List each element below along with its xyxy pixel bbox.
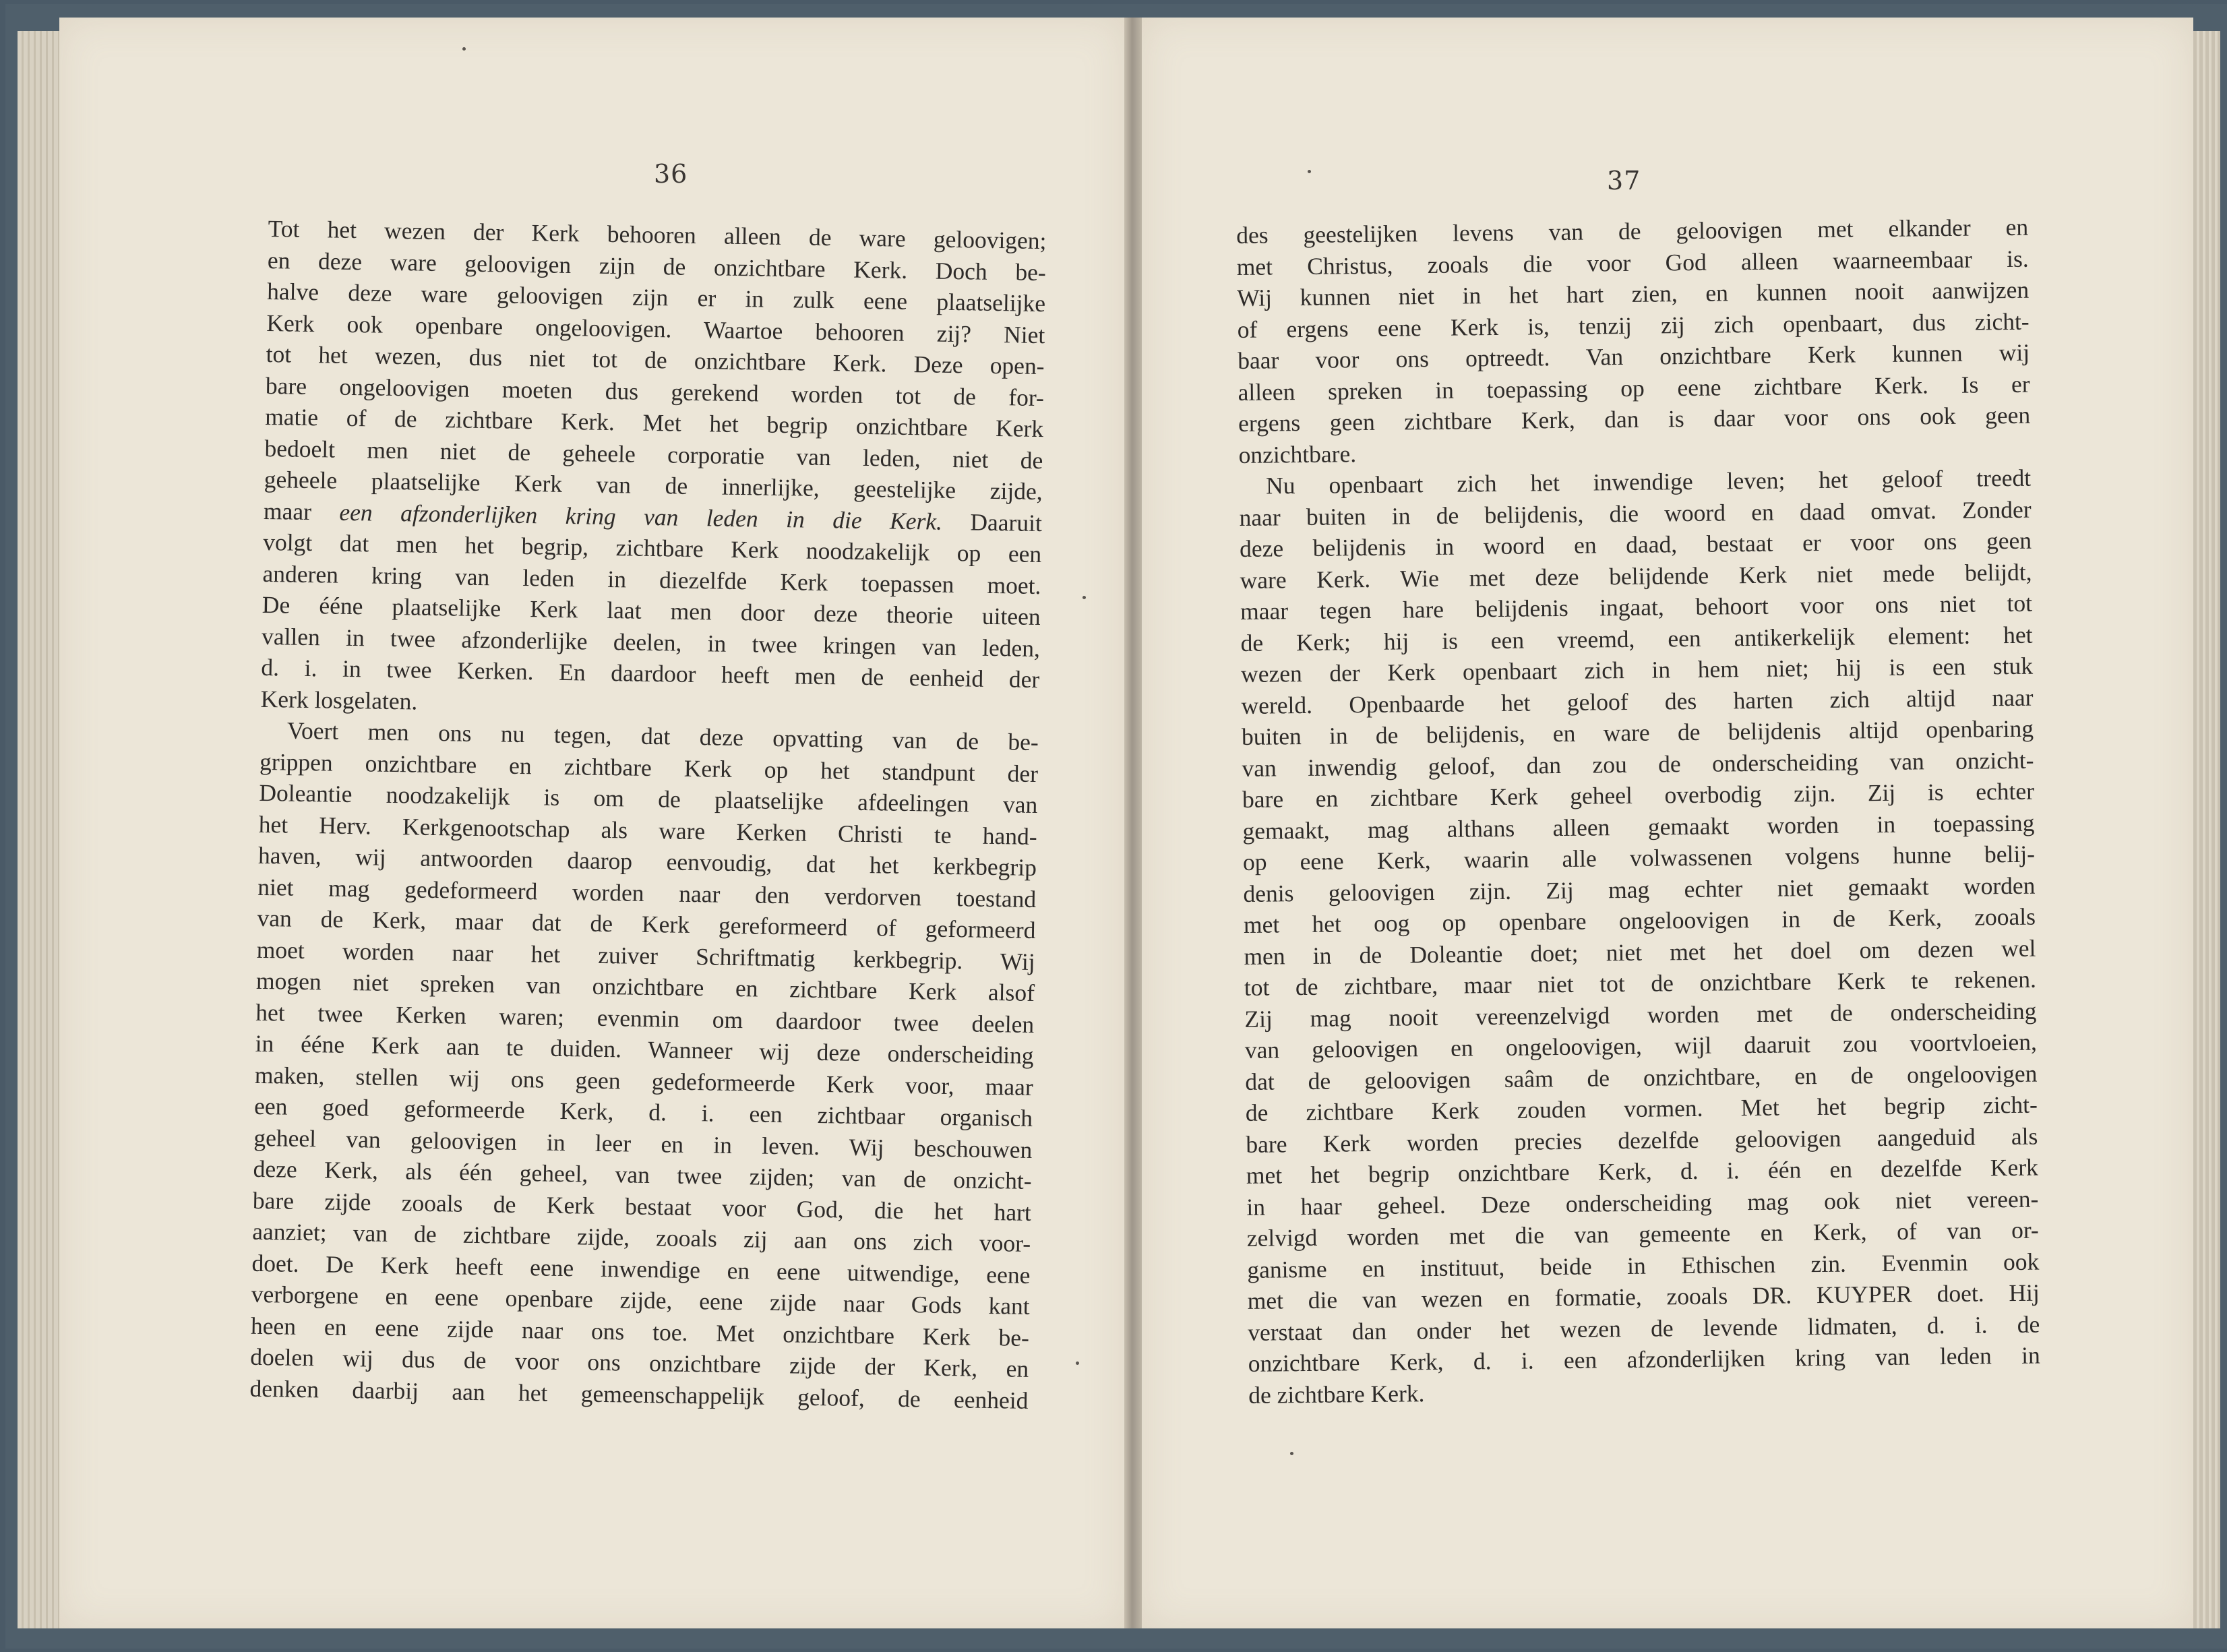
text-line: denis geloovigen zijn. Zij mag echter niet gemaakt worden xyxy=(1243,871,2036,907)
ink-speck xyxy=(462,47,466,51)
text-line: zelvigd worden met die van gemeente en Kerk, of van or- xyxy=(1246,1216,2039,1252)
ink-speck xyxy=(1308,170,1311,173)
text-line: baar voor ons optreedt. Van onzichtbare Kerk kunnen wij xyxy=(1237,338,2030,374)
text-line: of ergens eene Kerk is, tenzij zij zich openbaart, dus zicht- xyxy=(1237,307,2030,343)
text-line: onzichtbare. xyxy=(1238,439,1357,468)
text-line: met die van wezen en formatie, zooals DR. KUYPER doet. Hij xyxy=(1247,1279,2040,1314)
page-edges-right xyxy=(2193,31,2220,1628)
text-line: buiten in de belijdenis, en ware de belijdenis altijd openbaring xyxy=(1241,714,2034,750)
text-line: Doleantie noodzakelijk is om de plaatselijke afdeelingen van xyxy=(259,778,1038,819)
text-line: bare en zichtbare Kerk geheel overbodig zijn. Zij is echter xyxy=(1242,777,2035,813)
text-line: met Christus, zooals die voor God alleen waarneembaar is. xyxy=(1236,245,2029,280)
text-line: gemaakt, mag althans alleen gemaakt worden in toepassing xyxy=(1242,809,2035,845)
emphasized-phrase: een afzonderlijken kring van leden in die Kerk. xyxy=(339,498,943,535)
text-line: denken daarbij aan het gemeenschappelijk geloof, de eenheid xyxy=(249,1374,1029,1414)
book-gutter xyxy=(1124,18,1142,1628)
ink-speck xyxy=(1082,596,1086,599)
text-line: met het begrip onzichtbare Kerk, d. i. één en dezelfde Kerk xyxy=(1246,1153,2038,1189)
text-line: deze belijdenis in woord en daad, bestaat er voor ons geen xyxy=(1239,526,2032,562)
text-line: matie of de zichtbare Kerk. Met het begrip onzichtbare Kerk xyxy=(264,402,1044,443)
text-line: ergens geen zichtbare Kerk, dan is daar voor ons ook geen xyxy=(1238,401,2031,437)
ink-speck xyxy=(1290,1452,1293,1455)
text-line: maar tegen hare belijdenis ingaat, behoort voor ons niet tot xyxy=(1240,589,2033,625)
text-line: onzichtbare Kerk, d. i. een afzonderlijken kring van leden in xyxy=(1248,1341,2040,1377)
book-spread xyxy=(5,4,2227,1649)
page-number-right: 37 xyxy=(1607,166,1641,195)
text-line: Kerk ook openbare ongeloovigen. Waartoe behooren zij? Niet xyxy=(266,309,1045,348)
text-line: van inwendig geloof, dan zou de onderscheiding van onzicht- xyxy=(1242,746,2034,782)
text-line: men in de Doleantie doet; niet met het doel om dezen wel xyxy=(1244,934,2036,970)
text-line: Tot het wezen der Kerk behooren alleen de ware geloovigen; xyxy=(268,214,1047,255)
text-line: volgt dat men het begrip, zichtbare Kerk noodzakelijk op een xyxy=(263,528,1042,568)
text-line: maken, stellen wij ons geen gedeformeerde Kerk voor, maar xyxy=(254,1061,1034,1101)
text-line: mogen niet spreken van onzichtbare en zichtbare Kerk alsof xyxy=(255,967,1035,1006)
left-page xyxy=(59,18,1128,1628)
page-number-left: 36 xyxy=(654,159,688,189)
text-line: een goed geformeerde Kerk, d. i. een zichtbaar organisch xyxy=(253,1092,1033,1132)
text-line: bedoelt men niet de geheele corporatie van leden, niet de xyxy=(264,434,1043,474)
text-line: verstaat dan onder het wezen de levende lidmaten, d. i. de xyxy=(1248,1310,2040,1346)
text-line: Kerk losgelaten. xyxy=(260,685,418,715)
text-line: grippen onzichtbare en zichtbare Kerk op het standpunt der xyxy=(259,747,1039,787)
text-line: aanziet; van de zichtbare zijde, zooals zij aan ons zich voor- xyxy=(251,1217,1031,1257)
text-line: in ééne Kerk aan te duiden. Wanneer wij deze onderscheiding xyxy=(255,1029,1034,1069)
text-line: van de Kerk, maar dat de Kerk gereformeerd of geformeerd xyxy=(257,904,1036,944)
text-line: ganisme en instituut, beide in Ethischen zin. Evenmin ook xyxy=(1247,1248,2040,1283)
left-page-text xyxy=(249,213,1047,1416)
text-line: het twee Kerken waren; evenmin om daardoor twee deelen xyxy=(255,998,1035,1038)
text-line: het Herv. Kerkgenootschap als ware Kerken Christi te hand- xyxy=(258,810,1037,850)
text-line: tot het wezen, dus niet tot de onzichtbare Kerk. Deze open- xyxy=(266,340,1045,380)
page-edges-left xyxy=(18,31,59,1628)
text-line: halve deze ware geloovigen zijn er in zulk eene plaatselijke xyxy=(266,277,1046,317)
text-line: naar buiten in de belijdenis, die woord en daad omvat. Zonder xyxy=(1239,495,2032,531)
text-line: geheel van geloovigen in leer en in leven. Wij beschouwen xyxy=(253,1124,1033,1163)
text-line: d. i. in twee Kerken. En daardoor heeft men de eenheid der xyxy=(261,653,1040,694)
text-line: deze Kerk, als één geheel, van twee zijden; van de onzicht- xyxy=(253,1155,1032,1194)
text-line: de Kerk; hij is een vreemd, een antikerkelijk element: het xyxy=(1240,621,2033,656)
text-line: de zichtbare Kerk. xyxy=(1248,1379,1425,1409)
text-line-paragraph-start: Nu openbaart zich het inwendige leven; het geloof treedt xyxy=(1265,464,2032,499)
text-line: vallen in twee afzonderlijke deelen, in twee kringen van leden, xyxy=(261,622,1041,662)
text-line: niet mag gedeformeerd worden naar den verdorven toestand xyxy=(257,873,1037,913)
text-line: bare Kerk worden precies dezelfde geloovigen aangeduid als xyxy=(1246,1122,2038,1158)
text-line-paragraph-start: Voert men ons nu tegen, dat deze opvatting van de be- xyxy=(286,716,1039,756)
text-line: tot de zichtbare, maar niet tot de onzichtbare Kerk te rekenen. xyxy=(1244,965,2037,1001)
text-line: doelen wij dus de voor ons onzichtbare zijde der Kerk, en xyxy=(250,1343,1029,1382)
text-line: met het oog op openbare ongeloovigen in de Kerk, zooals xyxy=(1243,903,2036,938)
text-line: in haar geheel. Deze onderscheiding mag ook niet vereen- xyxy=(1246,1185,2039,1221)
right-page xyxy=(1142,18,2193,1628)
text-line: verborgene en eene openbare zijde, eene zijde naar Gods kant xyxy=(251,1280,1030,1320)
text-line: haven, wij antwoorden daarop eenvoudig, dat het kerkbegrip xyxy=(257,841,1037,882)
text-line: doet. De Kerk heeft eene inwendige en eene uitwendige, eene xyxy=(251,1249,1031,1289)
text-line: bare zijde zooals de Kerk bestaat voor God, die het hart xyxy=(252,1186,1032,1226)
text-line: des geestelijken levens van de geloovigen met elkander en xyxy=(1236,213,2029,249)
text-line: ware Kerk. Wie met deze belijdende Kerk niet mede belijdt, xyxy=(1240,558,2032,594)
text-line: alleen spreken in toepassing op eene zichtbare Kerk. Is er xyxy=(1238,370,2030,406)
text-line: van geloovigen en ongeloovigen, wijl daaruit zou voortvloeien, xyxy=(1244,1028,2038,1064)
text-line: Wij kunnen niet in het hart zien, en kunnen nooit aanwijzen xyxy=(1237,276,2030,311)
text-line: De ééne plaatselijke Kerk laat men door deze theorie uiteen xyxy=(262,590,1041,631)
text-line-italic-phrase: maar een afzonderlijken kring van leden in die Kerk. Daaruit xyxy=(263,497,1043,537)
ink-speck xyxy=(1076,1362,1079,1365)
text-line: heen en eene zijde naar ons toe. Met onzichtbare Kerk be- xyxy=(250,1312,1030,1351)
text-line: dat de geloovigen saâm de onzichtbare, en de ongeloovigen xyxy=(1245,1060,2038,1095)
text-line: Zij mag nooit vereenzelvigd worden met de onderscheiding xyxy=(1244,997,2037,1033)
text-line: op eene Kerk, waarin alle volwassenen volgens hunne belij- xyxy=(1242,840,2036,876)
text-line: anderen kring van leden in diezelfde Kerk toepassen moet. xyxy=(262,559,1041,599)
text-line: geheele plaatselijke Kerk van de innerlijke, geestelijke zijde, xyxy=(264,465,1043,506)
right-page-text xyxy=(1236,212,2040,1411)
text-line: wezen der Kerk openbaart zich in hem niet; hij is een stuk xyxy=(1240,652,2034,687)
text-line: en deze ware geloovigen zijn de onzichtbare Kerk. Doch be- xyxy=(267,246,1047,286)
text-line: bare ongeloovigen moeten dus gerekend worden tot de for- xyxy=(265,371,1045,411)
text-line: de zichtbare Kerk zouden vormen. Met het begrip zicht- xyxy=(1245,1091,2038,1126)
text-line: wereld. Openbaarde het geloof des harten zich altijd naar xyxy=(1241,683,2034,719)
text-line: moet worden naar het zuiver Schriftmatig kerkbegrip. Wij xyxy=(256,936,1036,975)
